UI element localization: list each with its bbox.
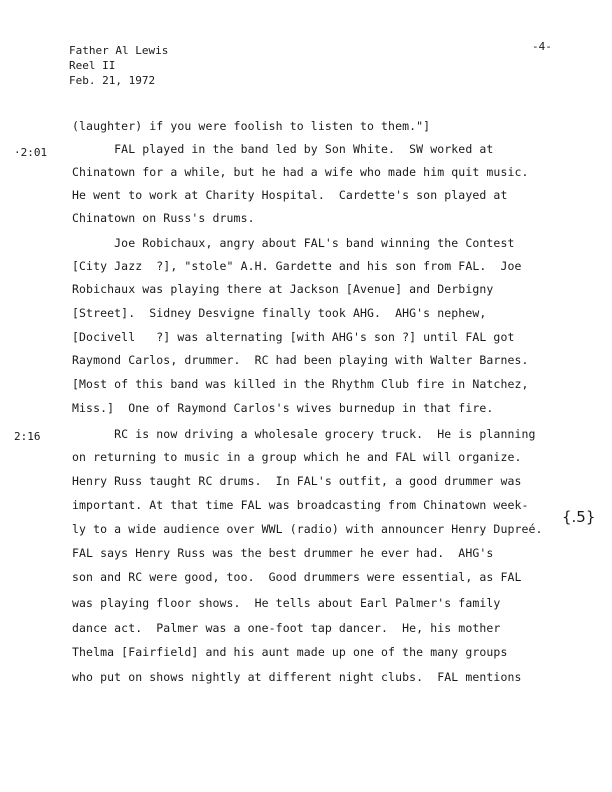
- text-line: [Street]. Sidney Desvigne finally took AHG. AHG's nephew,: [72, 306, 487, 320]
- text-line: was playing floor shows. He tells about Earl Palmer's family: [72, 596, 501, 610]
- text-line: Chinatown on Russ's drums.: [72, 211, 255, 225]
- text-line: on returning to music in a group which he and FAL will organize.: [72, 450, 522, 464]
- text-line: Joe Robichaux, angry about FAL's band winning the Contest: [72, 236, 515, 250]
- document-header: [69, 43, 168, 88]
- text-line: Robichaux was playing there at Jackson [Avenue] and Derbigny: [72, 282, 494, 296]
- text-line: son and RC were good, too. Good drummers were essential, as FAL: [72, 570, 522, 584]
- timestamp-2-01: ·2:01: [14, 146, 48, 159]
- page-number: -4-: [532, 40, 552, 53]
- text-line: He went to work at Charity Hospital. Cardette's son played at: [72, 188, 508, 202]
- text-line: [City Jazz ?], "stole" A.H. Gardette and his son from FAL. Joe: [72, 259, 522, 273]
- text-line: FAL says Henry Russ was the best drummer he ever had. AHG's: [72, 546, 494, 560]
- text-line: [Docivell ?] was alternating [with AHG's son ?] until FAL got: [72, 330, 515, 344]
- timestamp-2-16: 2:16: [14, 430, 41, 443]
- margin-note: {.5}: [562, 508, 596, 526]
- text-line: important. At that time FAL was broadcasting from Chinatown week-: [72, 498, 529, 512]
- text-line: Henry Russ taught RC drums. In FAL's outfit, a good drummer was: [72, 474, 522, 488]
- text-line: Chinatown for a while, but he had a wife who made him quit music.: [72, 165, 529, 179]
- text-line: Miss.] One of Raymond Carlos's wives burnedup in that fire.: [72, 401, 494, 415]
- text-line: Raymond Carlos, drummer. RC had been playing with Walter Barnes.: [72, 353, 529, 367]
- text-line: who put on shows nightly at different night clubs. FAL mentions: [72, 670, 522, 684]
- text-line: FAL played in the band led by Son White. SW worked at: [72, 142, 494, 156]
- text-line: (laughter) if you were foolish to listen to them."]: [72, 119, 431, 133]
- text-line: ly to a wide audience over WWL (radio) with announcer Henry Dupreé.: [72, 522, 543, 536]
- text-line: dance act. Palmer was a one-foot tap dancer. He, his mother: [72, 621, 501, 635]
- text-line: [Most of this band was killed in the Rhythm Club fire in Natchez,: [72, 377, 529, 391]
- text-line: RC is now driving a wholesale grocery truck. He is planning: [72, 427, 536, 441]
- header-name: Father Al Lewis: [69, 44, 169, 57]
- header-reel: Reel II: [69, 59, 116, 72]
- header-date: Feb. 21, 1972: [69, 74, 156, 87]
- text-line: Thelma [Fairfield] and his aunt made up one of the many groups: [72, 645, 508, 659]
